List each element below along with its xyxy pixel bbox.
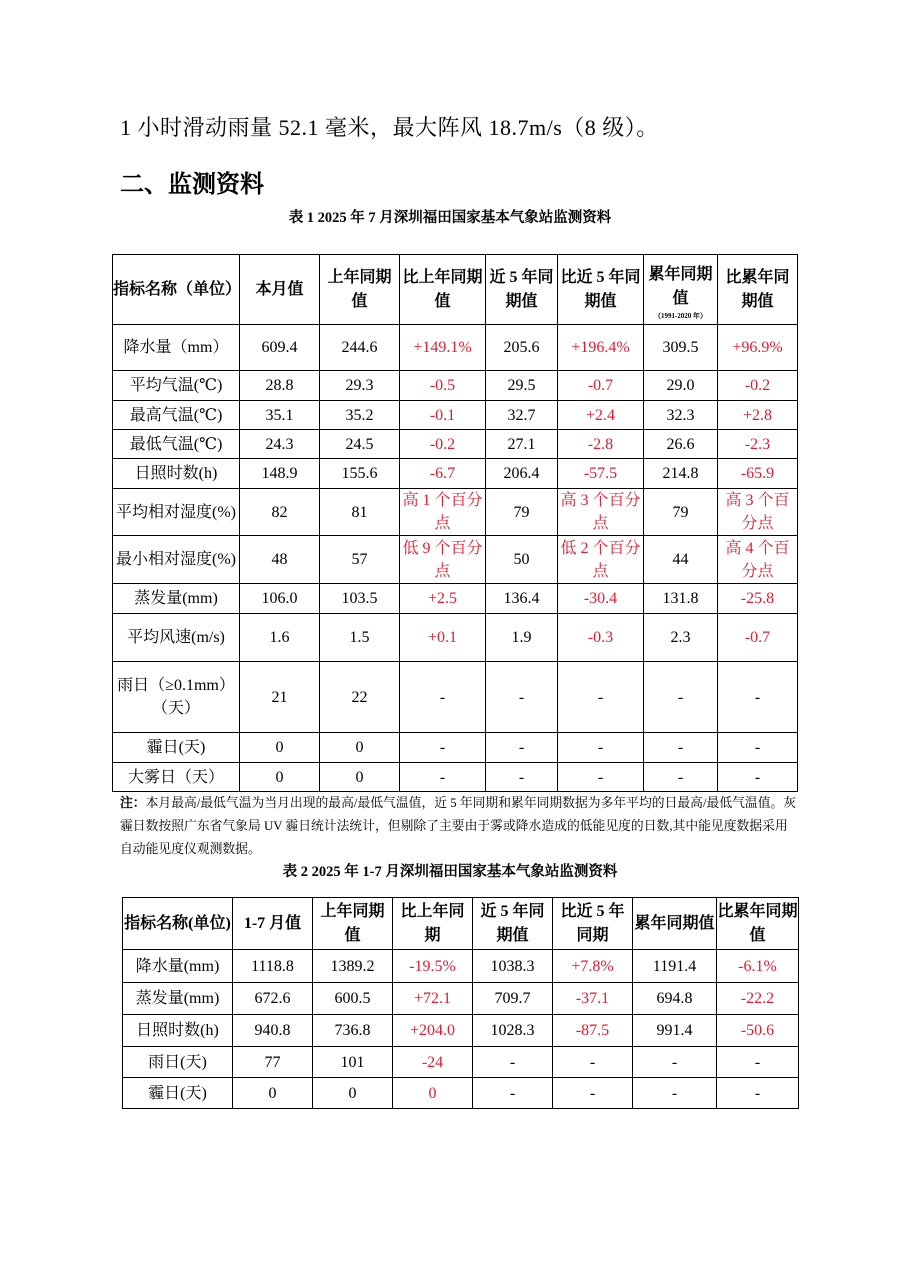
- table2-cell: +204.0: [393, 1015, 473, 1047]
- table2-cell: -37.1: [553, 983, 633, 1015]
- table1-cell: 206.4: [486, 459, 558, 489]
- table1-cell: 2.3: [644, 614, 718, 662]
- table1-row: [113, 763, 798, 792]
- table2-cell: -: [717, 1047, 799, 1078]
- table1-cell: 214.8: [644, 459, 718, 489]
- table1-cell: 1.5: [320, 614, 400, 662]
- table1-row-label: 平均气温(℃): [113, 371, 240, 401]
- table1-cell: -0.3: [558, 614, 644, 662]
- table2-cell: -22.2: [717, 983, 799, 1015]
- table1-cell: -6.7: [400, 459, 486, 489]
- table1-cell: -: [486, 763, 558, 792]
- table2-cell: -: [553, 1047, 633, 1078]
- table2-header: 指标名称(单位): [123, 898, 233, 950]
- table1-cell: -: [644, 733, 718, 763]
- table1-cell: -: [718, 763, 798, 792]
- table1-cell: 609.4: [240, 325, 320, 371]
- table1-row-label: 平均风速(m/s): [113, 614, 240, 662]
- table2-cell: -19.5%: [393, 950, 473, 983]
- table1-cell: 0: [320, 733, 400, 763]
- table1-cell: 79: [644, 489, 718, 536]
- table1-header-row: [113, 255, 798, 325]
- table1-cell: -2.8: [558, 430, 644, 459]
- table1-header: [644, 255, 718, 325]
- table2-cell: 940.8: [233, 1015, 313, 1047]
- table1-cell: 高 1 个百分点: [400, 489, 486, 536]
- table1-cell: -: [644, 763, 718, 792]
- table1-cell: -65.9: [718, 459, 798, 489]
- table1-cell: 22: [320, 662, 400, 733]
- table1-header-subtext: （1991-2020 年）: [653, 311, 708, 320]
- table1-row: [113, 584, 798, 614]
- table2-row: [123, 1015, 799, 1047]
- table2-cell: 709.7: [473, 983, 553, 1015]
- table1-cell: 32.7: [486, 401, 558, 430]
- note-text: 本月最高/最低气温为当月出现的最高/最低气温值，近 5 年同期和累年同期数据为多年平均的日最高/最低气温值。灰霾日数按照广东省气象局 UV 霾日统计法统计，但剔除了主要由于雾或降水造成的低能见度的日数,其中能见度数据采用自动能见度仪观测数据。: [120, 796, 797, 856]
- table1-header: 比近 5 年同期值: [558, 255, 644, 325]
- table1-cell: 32.3: [644, 401, 718, 430]
- table1-header: 比累年同期值: [718, 255, 798, 325]
- table2: [122, 897, 799, 1109]
- table2-cell: -24: [393, 1047, 473, 1078]
- table2-cell: -: [473, 1047, 553, 1078]
- table1-cell: 低 2 个百分点: [558, 536, 644, 584]
- table2-header: 1-7 月值: [233, 898, 313, 950]
- table1-cell: 244.6: [320, 325, 400, 371]
- table1-row-label: 最小相对湿度(%): [113, 536, 240, 584]
- table1-cell: -0.7: [718, 614, 798, 662]
- table1-cell: 35.1: [240, 401, 320, 430]
- table2-row: [123, 1078, 799, 1109]
- table1-cell: -: [718, 733, 798, 763]
- table1-cell: 0: [240, 733, 320, 763]
- table2-cell: 991.4: [633, 1015, 717, 1047]
- table2-row-label: 霾日(天): [123, 1078, 233, 1109]
- table1-cell: 29.3: [320, 371, 400, 401]
- table2-cell: -50.6: [717, 1015, 799, 1047]
- table1-cell: +0.1: [400, 614, 486, 662]
- table1-cell: 131.8: [644, 584, 718, 614]
- table1-cell: 0: [240, 763, 320, 792]
- table2-cell: +72.1: [393, 983, 473, 1015]
- table2-header: 累年同期值: [633, 898, 717, 950]
- table1-cell: +2.5: [400, 584, 486, 614]
- table1-row: [113, 401, 798, 430]
- table2-cell: 672.6: [233, 983, 313, 1015]
- table1-cell: -: [718, 662, 798, 733]
- table1-cell: 29.5: [486, 371, 558, 401]
- table1-cell: -0.5: [400, 371, 486, 401]
- table1-cell: -0.2: [718, 371, 798, 401]
- note-label: 注：: [120, 796, 146, 810]
- table1-cell: 50: [486, 536, 558, 584]
- table1-cell: 高 3 个百分点: [558, 489, 644, 536]
- table1-cell: 205.6: [486, 325, 558, 371]
- table1-cell: 79: [486, 489, 558, 536]
- table1-cell: -25.8: [718, 584, 798, 614]
- table1-cell: 136.4: [486, 584, 558, 614]
- table1-row-label: 平均相对湿度(%): [113, 489, 240, 536]
- table1-cell: 309.5: [644, 325, 718, 371]
- table1-cell: +2.8: [718, 401, 798, 430]
- table1-note: [120, 792, 798, 861]
- table1-cell: -: [486, 662, 558, 733]
- table1-row: [113, 489, 798, 536]
- table1-cell: 29.0: [644, 371, 718, 401]
- table1-row: [113, 614, 798, 662]
- table2-cell: 1038.3: [473, 950, 553, 983]
- table1-cell: 28.8: [240, 371, 320, 401]
- table1-row-label: 雨日（≥0.1mm）（天）: [113, 662, 240, 733]
- table1-cell: 1.9: [486, 614, 558, 662]
- table2-cell: -87.5: [553, 1015, 633, 1047]
- table1-cell: 1.6: [240, 614, 320, 662]
- table1-cell: 0: [320, 763, 400, 792]
- table2-header: 比累年同期值: [717, 898, 799, 950]
- table1-cell: 103.5: [320, 584, 400, 614]
- table2-cell: 0: [233, 1078, 313, 1109]
- table1-cell: 81: [320, 489, 400, 536]
- table1-cell: -2.3: [718, 430, 798, 459]
- table1-cell: -: [644, 662, 718, 733]
- table1-cell: 148.9: [240, 459, 320, 489]
- table2-cell: 600.5: [313, 983, 393, 1015]
- intro-paragraph: 1 小时滑动雨量 52.1 毫米，最大阵风 18.7m/s（8 级）。: [120, 115, 659, 140]
- table1-cell: 24.3: [240, 430, 320, 459]
- table2-cell: 1118.8: [233, 950, 313, 983]
- table1-row: [113, 430, 798, 459]
- table1-cell: -0.2: [400, 430, 486, 459]
- table1-header: 上年同期值: [320, 255, 400, 325]
- table1-cell: -: [486, 733, 558, 763]
- table1-cell: -: [400, 763, 486, 792]
- table1-cell: +96.9%: [718, 325, 798, 371]
- table1-cell: 82: [240, 489, 320, 536]
- table1-row-label: 蒸发量(mm): [113, 584, 240, 614]
- table2-cell: 694.8: [633, 983, 717, 1015]
- table2-cell: -: [633, 1047, 717, 1078]
- section-heading: 二、监测资料: [120, 170, 264, 198]
- table2-header: 比近 5 年同期: [553, 898, 633, 950]
- table1-cell: -: [558, 733, 644, 763]
- table1-row: [113, 536, 798, 584]
- table1-cell: 106.0: [240, 584, 320, 614]
- table1-cell: 26.6: [644, 430, 718, 459]
- table2-cell: -: [633, 1078, 717, 1109]
- table1-cell: -: [558, 662, 644, 733]
- table1-header-main: 累年同期值: [648, 265, 713, 307]
- table1-cell: 24.5: [320, 430, 400, 459]
- table2-cell: -: [553, 1078, 633, 1109]
- table2-cell: 736.8: [313, 1015, 393, 1047]
- table1-row-label: 日照时数(h): [113, 459, 240, 489]
- table1-row: [113, 662, 798, 733]
- table1-cell: -: [558, 763, 644, 792]
- table2-cell: 1191.4: [633, 950, 717, 983]
- table2-row: [123, 983, 799, 1015]
- table1-cell: 高 4 个百分点: [718, 536, 798, 584]
- table2-row-label: 蒸发量(mm): [123, 983, 233, 1015]
- table1-header: 比上年同期值: [400, 255, 486, 325]
- table1-header: 近 5 年同期值: [486, 255, 558, 325]
- table2-row: [123, 1047, 799, 1078]
- table1-cell: -: [400, 733, 486, 763]
- table2-cell: -: [717, 1078, 799, 1109]
- table1-cell: 44: [644, 536, 718, 584]
- table1-header: 指标名称（单位）: [113, 255, 240, 325]
- table1-row: [113, 325, 798, 371]
- table1: [112, 254, 798, 792]
- table1-row-label: 最高气温(℃): [113, 401, 240, 430]
- table2-cell: 0: [393, 1078, 473, 1109]
- table2-header: 近 5 年同期值: [473, 898, 553, 950]
- table1-cell: +149.1%: [400, 325, 486, 371]
- table2-caption: 表 2 2025 年 1-7 月深圳福田国家基本气象站监测资料: [282, 864, 618, 880]
- table1-row: [113, 371, 798, 401]
- table2-row-label: 日照时数(h): [123, 1015, 233, 1047]
- table2-cell: -: [473, 1078, 553, 1109]
- table1-cell: 48: [240, 536, 320, 584]
- table1-cell: -57.5: [558, 459, 644, 489]
- table1-header: 本月值: [240, 255, 320, 325]
- table1-cell: +196.4%: [558, 325, 644, 371]
- table2-cell: 101: [313, 1047, 393, 1078]
- table2-cell: 1389.2: [313, 950, 393, 983]
- table1-cell: 27.1: [486, 430, 558, 459]
- table1-cell: 35.2: [320, 401, 400, 430]
- table1-row-label: 最低气温(℃): [113, 430, 240, 459]
- table1-row: [113, 459, 798, 489]
- table2-cell: 0: [313, 1078, 393, 1109]
- table2-header: 比上年同期: [393, 898, 473, 950]
- table1-cell: 21: [240, 662, 320, 733]
- table2-cell: 77: [233, 1047, 313, 1078]
- table1-cell: 155.6: [320, 459, 400, 489]
- table1-cell: 高 3 个百分点: [718, 489, 798, 536]
- table2-header-row: [123, 898, 799, 950]
- table1-cell: -0.7: [558, 371, 644, 401]
- table1-row-label: 大雾日（天）: [113, 763, 240, 792]
- table1-cell: -: [400, 662, 486, 733]
- table1-caption: 表 1 2025 年 7 月深圳福田国家基本气象站监测资料: [288, 210, 612, 226]
- table1-cell: 低 9 个百分点: [400, 536, 486, 584]
- table2-cell: +7.8%: [553, 950, 633, 983]
- table1-cell: +2.4: [558, 401, 644, 430]
- table1-cell: 57: [320, 536, 400, 584]
- table2-cell: 1028.3: [473, 1015, 553, 1047]
- table1-cell: -30.4: [558, 584, 644, 614]
- table2-row: [123, 950, 799, 983]
- table1-row-label: 降水量（mm）: [113, 325, 240, 371]
- table2-cell: -6.1%: [717, 950, 799, 983]
- table1-row: [113, 733, 798, 763]
- table2-row-label: 降水量(mm): [123, 950, 233, 983]
- table2-header: 上年同期值: [313, 898, 393, 950]
- table2-row-label: 雨日(天): [123, 1047, 233, 1078]
- table1-row-label: 霾日(天): [113, 733, 240, 763]
- table1-cell: -0.1: [400, 401, 486, 430]
